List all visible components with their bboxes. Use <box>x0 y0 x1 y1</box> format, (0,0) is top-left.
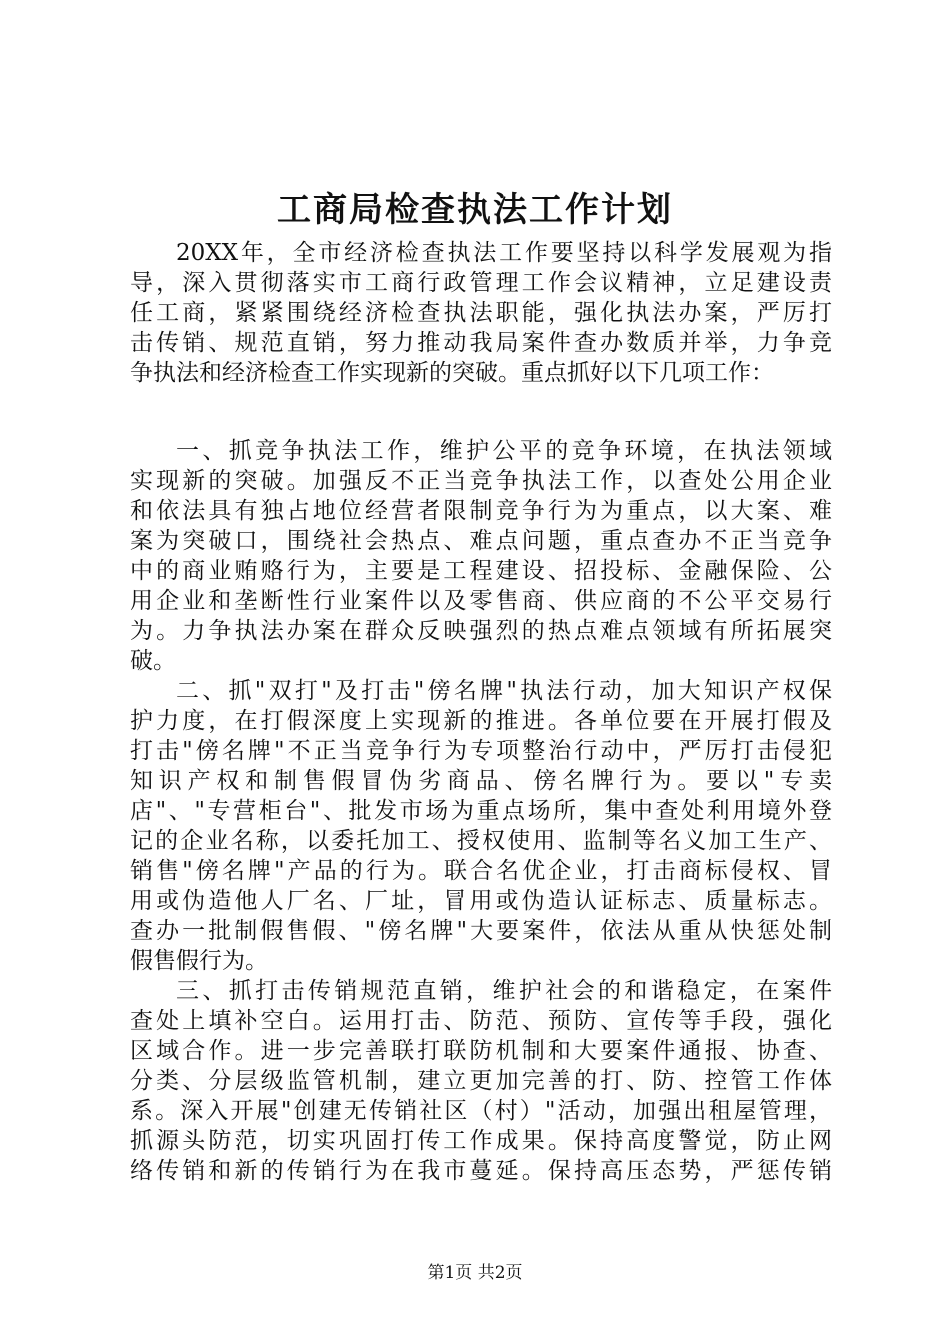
text-line: 销售"傍名牌"产品的行为。联合名优企业，打击商标侵权、冒 <box>130 858 832 884</box>
text-line: 护力度，在打假深度上实现新的推进。各单位要在开展打假及 <box>130 708 832 734</box>
text-line: 打击"傍名牌"不正当竞争行为专项整治行动中，严厉打击侵犯 <box>130 738 832 764</box>
text-line: 击传销、规范直销，努力推动我局案件查办数质并举，力争竞 <box>130 330 832 356</box>
document-title: 工商局检查执法工作计划 <box>277 190 673 230</box>
text-line: 记的企业名称，以委托加工、授权使用、监制等名义加工生产、 <box>130 828 832 854</box>
text-line: 三、抓打击传销规范直销，维护社会的和谐稳定，在案件 <box>176 978 832 1004</box>
text-line: 争执法和经济检查工作实现新的突破。重点抓好以下几项工作： <box>130 360 774 386</box>
text-line: 任工商，紧紧围绕经济检查执法职能，强化执法办案，严厉打 <box>130 300 832 326</box>
text-line: 抓源头防范，切实巩固打传工作成果。保持高度警觉，防止网 <box>130 1128 832 1154</box>
text-line: 二、抓"双打"及打击"傍名牌"执法行动，加大知识产权保 <box>176 678 832 704</box>
text-line: 和依法具有独占地位经营者限制竞争行为为重点，以大案、难 <box>130 498 832 524</box>
text-line: 络传销和新的传销行为在我市蔓延。保持高压态势，严惩传销 <box>130 1158 832 1184</box>
text-line: 实现新的突破。加强反不正当竞争执法工作，以查处公用企业 <box>130 468 832 494</box>
text-line: 假售假行为。 <box>130 948 268 974</box>
text-line: 查处上填补空白。运用打击、防范、预防、宣传等手段，强化 <box>130 1008 832 1034</box>
paragraph-section-3 <box>130 976 832 1186</box>
text-line: 用或伪造他人厂名、厂址，冒用或伪造认证标志、质量标志。 <box>130 888 832 914</box>
paragraph-intro <box>130 238 832 388</box>
text-line: 为。力争执法办案在群众反映强烈的热点难点领域有所拓展突 <box>130 618 832 644</box>
text-line: 20XX年，全市经济检查执法工作要坚持以科学发展观为指 <box>176 240 832 266</box>
text-line: 用企业和垄断性行业案件以及零售商、供应商的不公平交易行 <box>130 588 832 614</box>
text-line: 导，深入贯彻落实市工商行政管理工作会议精神，立足建设责 <box>130 270 832 296</box>
text-line: 知识产权和制售假冒伪劣商品、傍名牌行为。要以"专卖 <box>130 768 832 794</box>
text-line: 分类、分层级监管机制，建立更加完善的打、防、控管工作体 <box>130 1068 832 1094</box>
text-line: 案为突破口，围绕社会热点、难点问题，重点查办不正当竞争 <box>130 528 832 554</box>
text-line: 一、抓竞争执法工作，维护公平的竞争环境，在执法领域 <box>176 438 832 464</box>
text-line: 区域合作。进一步完善联打联防机制和大要案件通报、协查、 <box>130 1038 832 1064</box>
text-line: 破。 <box>130 648 176 674</box>
text-line: 系。深入开展"创建无传销社区（村）"活动，加强出租屋管理， <box>130 1098 832 1124</box>
page-number-footer: 第1页 共2页 <box>427 1263 523 1283</box>
text-line: 店"、"专营柜台"、批发市场为重点场所，集中查处利用境外登 <box>130 798 832 824</box>
document-body <box>130 238 832 1186</box>
paragraph-section-2 <box>130 676 832 976</box>
text-line: 查办一批制假售假、"傍名牌"大要案件，依法从重从快惩处制 <box>130 918 832 944</box>
paragraph-section-1 <box>130 436 832 676</box>
text-line: 中的商业贿赂行为，主要是工程建设、招投标、金融保险、公 <box>130 558 832 584</box>
paragraph-gap <box>130 388 832 436</box>
